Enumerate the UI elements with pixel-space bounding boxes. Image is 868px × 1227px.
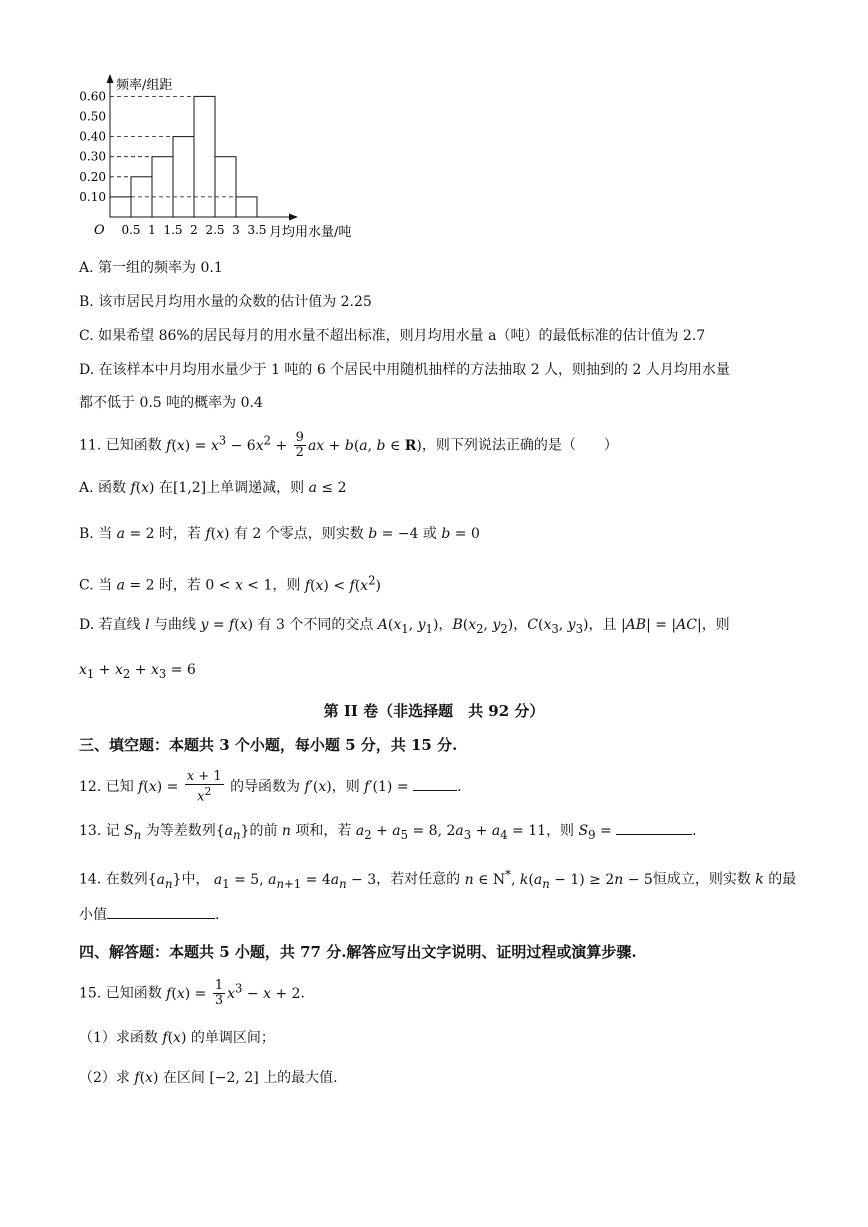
q14-line1: 14. 在数列$\{a_n\}$中， $a_1 = 5$, $a_{n+1} = 4a_n - 3$，若对任意的 n ∈ N*, $k(a_n - 1) \ge 2n - 5$恒成立，则实数 k 的最 [79, 867, 797, 891]
x-tick-label: 3.5 [247, 223, 267, 237]
q13-answer-blank[interactable] [616, 820, 692, 835]
y-axis-label: 频率/组距 [116, 78, 173, 93]
histogram-bar [215, 157, 236, 217]
y-tick-label: 0.40 [79, 129, 106, 144]
q10-option-b: B. 该市居民月均用水量的众数的估计值为 2.25 [79, 294, 372, 310]
q11-option-d-conclusion: $x_1 + x_2 + x_3 = 6$ [79, 662, 196, 681]
chart-bars [110, 96, 257, 217]
q11-option-b: B. 当 a = 2 时，若 f(x) 有 2 个零点，则实数 b = −4 或 b = 0 [79, 526, 480, 542]
x-tick-label: 3 [232, 223, 240, 237]
x-tick-label: 2 [190, 223, 198, 237]
origin-label: O [94, 223, 105, 238]
histogram-bar [152, 157, 173, 217]
histogram-bar [110, 197, 131, 217]
q11-option-c: C. 当 a = 2 时，若 0 < x < 1，则 $f(x) < f(x^2)$ [79, 573, 381, 594]
frequency-histogram [76, 70, 376, 242]
q15-stem: 15. 已知函数 f(x) = $\frac{1}{3}$ $x^3 - x + 2$. [79, 978, 305, 1009]
x-tick-label: 0.5 [121, 223, 141, 237]
x-tick-label: 1 [148, 223, 156, 237]
section-title: 第 II 卷（非选择题 共 92 分） [323, 702, 545, 720]
part-3-heading: 三、填空题：本题共 3 个小题，每小题 5 分，共 15 分. [79, 736, 458, 754]
x-tick-label: 1.5 [163, 223, 183, 237]
x-axis-label: 月均用水量/吨 [269, 225, 352, 240]
y-tick-label: 0.20 [79, 169, 106, 184]
histogram-bar [236, 197, 257, 217]
part-4-heading: 四、解答题：本题共 5 小题，共 77 分.解答应写出文字说明、证明过程或演算步骤. [79, 943, 637, 961]
q12-answer-blank[interactable] [413, 776, 457, 791]
q10-option-c: C. 如果希望 86%的居民每月的用水量不超出标准，则月均用水量 a（吨）的最低标准的估计值为 2.7 [79, 328, 706, 344]
y-tick-label: 0.50 [79, 109, 106, 124]
q13: 13. 记 $S_n$ 为等差数列$\{a_n\}$的前 n 项和，若 $a_2 + a_5 = 8$, $2a_3 + a_4 = 11$，则 $S_9$ = . [79, 820, 697, 845]
x-axis-arrow [289, 214, 298, 221]
q10-option-d-line2: 都不低于 0.5 吨的概率为 0.4 [79, 395, 263, 411]
q11-stem: 11. 已知函数 $f(x) = x^3 - 6x^2$ + $\frac{9}{2}$ ax + b(a, b ∈ R)，则下列说法正确的是（ ） [79, 430, 618, 461]
histogram-bar [194, 96, 215, 217]
y-tick-label: 0.30 [79, 149, 106, 164]
y-tick-label: 0.10 [79, 189, 106, 204]
q15-part-2: （2）求 f(x) 在区间 [−2, 2] 上的最大值. [79, 1070, 338, 1086]
q11-option-a: A. 函数 f(x) 在[1,2]上单调递减，则 a ≤ 2 [79, 480, 347, 496]
y-tick-label: 0.60 [79, 89, 106, 104]
q14-line2: 小值 . [79, 904, 219, 925]
q11-option-d: D. 若直线 l 与曲线 y = f(x) 有 3 个不同的交点 $A(x_1$, $y_1$)，$B(x_2$, $y_2$)，$C(x_3$, $y_3$)，且 |AB| = |AC|，则 [79, 617, 730, 636]
q10-option-d-line1: D. 在该样本中月均用水量少于 1 吨的 6 个居民中用随机抽样的方法抽取 2 人，则抽到的 2 人月均用水量 [79, 362, 730, 378]
q10-option-a: A. 第一组的频率为 0.1 [79, 260, 223, 276]
y-axis-arrow [107, 74, 114, 83]
q15-part-1: （1）求函数 f(x) 的单调区间； [79, 1030, 275, 1046]
histogram-bar [173, 137, 194, 217]
q12: 12. 已知 f(x) = $\frac{x + 1}{x^2}$ 的导函数为 f′(x)，则 f′(1) = . [79, 769, 462, 805]
x-tick-label: 2.5 [205, 223, 225, 237]
q14-answer-blank[interactable] [107, 904, 215, 919]
